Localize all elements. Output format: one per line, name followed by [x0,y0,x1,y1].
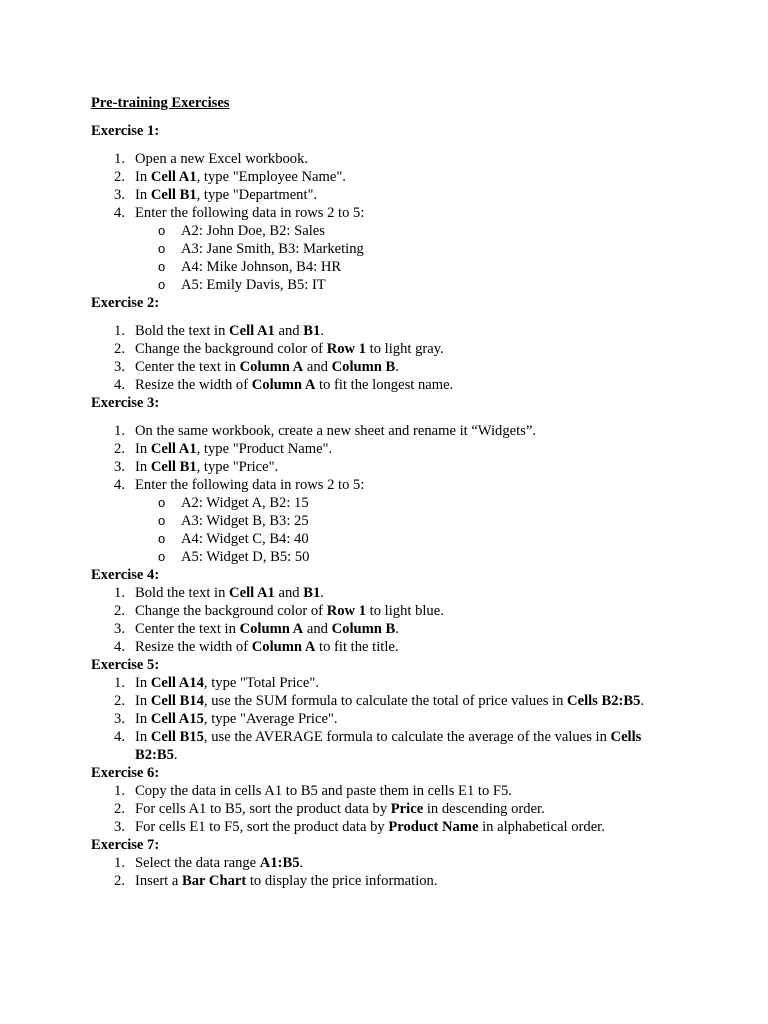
text-segment: , type "Department". [196,187,318,203]
step-text [135,169,346,185]
list-item [91,168,671,186]
text-segment: , type "Employee Name". [196,169,346,185]
bold-term: Cell A1 [229,585,275,601]
text-segment: Change the background color of [135,603,327,619]
bold-term: Cell A1 [229,323,275,339]
sub-list-item [91,548,671,566]
bullet-icon: o [158,531,166,546]
step-number: 4. [114,729,125,745]
sub-item-text: A5: Widget D, B5: 50 [181,549,310,565]
text-segment: In [135,441,151,457]
sub-item-text: A2: Widget A, B2: 15 [181,495,309,511]
text-segment: , use the SUM formula to calculate the total of price values in [203,693,568,709]
step-number: 1. [114,423,125,439]
text-segment: Enter the following data in rows 2 to 5: [135,205,365,221]
bullet-icon: o [158,241,166,256]
step-text [135,341,444,357]
step-text [135,801,545,817]
bold-term: Price [390,801,424,817]
step-number: 2. [114,441,125,457]
exercise-section [91,836,671,890]
step-text [135,693,644,709]
list-item [91,872,671,890]
text-segment: . [640,693,645,709]
bold-term: Column A [239,621,304,637]
list-item [91,854,671,872]
exercise-heading: Exercise 2: [91,295,160,311]
list-item [91,638,671,656]
text-segment: Bold the text in [135,323,230,339]
exercise-section [91,394,671,566]
text-segment: , use the AVERAGE formula to calculate the average of the values in [203,729,611,745]
text-segment: In [135,459,151,475]
bold-term: Column B [331,621,396,637]
sub-item-text: A4: Widget C, B4: 40 [181,531,309,547]
step-text [135,855,303,871]
step-number: 2. [114,603,125,619]
sub-list-item [91,494,671,512]
text-segment: to fit the longest name. [315,377,454,393]
text-segment: . [320,323,324,339]
text-segment: . [395,359,399,375]
bold-term: Column A [251,377,316,393]
bold-term: Cell A14 [150,675,204,691]
step-text [135,783,512,799]
text-segment: Change the background color of [135,341,327,357]
step-text [135,603,444,619]
sub-list-item [91,530,671,548]
text-segment: Copy the data in cells A1 to B5 and paste them in cells E1 to F5. [135,783,512,799]
exercise-section [91,566,671,656]
step-number: 3. [114,711,125,727]
sub-list-item [91,240,671,258]
step-number: 1. [114,855,125,871]
step-number: 2. [114,801,125,817]
list-item [91,422,671,440]
bold-term: Row 1 [326,341,367,357]
bold-term: Cell B1 [150,459,197,475]
bold-term: Cells B2:B5 [135,729,642,763]
sub-item-text: A3: Widget B, B3: 25 [181,513,309,529]
list-item [91,602,671,620]
bold-term: Cell A1 [150,441,197,457]
bold-term: Column A [239,359,304,375]
step-text [135,621,399,637]
text-segment: For cells A1 to B5, sort the product data by [135,801,391,817]
step-number: 3. [114,187,125,203]
exercise-list [91,122,671,890]
text-segment: For cells E1 to F5, sort the product data by [135,819,389,835]
step-number: 1. [114,675,125,691]
step-text [135,359,399,375]
text-segment: , type "Total Price". [203,675,319,691]
text-segment: Bold the text in [135,585,230,601]
text-segment: Resize the width of [135,639,252,655]
step-number: 1. [114,323,125,339]
list-item [91,476,671,566]
sub-item-text: A4: Mike Johnson, B4: HR [181,259,342,275]
exercise-heading: Exercise 4: [91,567,160,583]
bold-term: Cell A15 [150,711,204,727]
bold-term: B1 [303,323,321,339]
list-item [91,376,671,394]
step-number: 3. [114,621,125,637]
bullet-icon: o [158,549,166,564]
text-segment: and [274,585,304,601]
sub-list-item [91,258,671,276]
step-list [91,854,671,890]
exercise-heading: Exercise 1: [91,123,160,139]
text-segment: in alphabetical order. [478,819,605,835]
text-segment: and [303,359,332,375]
bold-term: Cell B14 [150,693,204,709]
sub-item-text: A3: Jane Smith, B3: Marketing [181,241,364,257]
sub-list [135,222,671,294]
step-number: 2. [114,341,125,357]
step-text [135,873,438,889]
text-segment: and [274,323,304,339]
step-number: 1. [114,151,125,167]
step-text [135,423,536,439]
text-segment: Insert a [135,873,183,889]
bold-term: A1:B5 [259,855,300,871]
text-segment: Select the data range [135,855,260,871]
text-segment: , type "Price". [196,459,279,475]
list-item [91,818,671,836]
exercise-heading: Exercise 6: [91,765,160,781]
text-segment: Resize the width of [135,377,252,393]
text-segment: Enter the following data in rows 2 to 5: [135,477,365,493]
step-text [135,639,399,655]
text-segment: In [135,169,151,185]
list-item [91,674,671,692]
text-segment: On the same workbook, create a new sheet and rename it “Widgets”. [135,423,536,439]
text-segment: and [303,621,332,637]
step-text [135,675,319,691]
list-item [91,150,671,168]
sub-list [135,494,671,566]
bold-term: Column B [331,359,396,375]
bullet-icon: o [158,223,166,238]
exercise-section [91,294,671,394]
bold-term: Cell A1 [150,169,197,185]
step-text [135,459,278,475]
text-segment: Center the text in [135,621,240,637]
step-text [135,729,641,763]
exercise-section [91,122,671,294]
text-segment: In [135,711,151,727]
step-text [135,151,308,167]
exercise-heading: Exercise 5: [91,657,160,673]
bullet-icon: o [158,277,166,292]
document-body [91,94,671,890]
step-list [91,150,671,294]
bold-term: Bar Chart [182,873,247,889]
step-list [91,322,671,394]
step-number: 4. [114,377,125,393]
step-number: 4. [114,205,125,221]
sub-list-item [91,222,671,240]
exercise-heading: Exercise 7: [91,837,160,853]
list-item [91,186,671,204]
step-number: 2. [114,693,125,709]
sub-item-text: A2: John Doe, B2: Sales [181,223,325,239]
bullet-icon: o [158,495,166,510]
step-number: 3. [114,819,125,835]
list-item [91,620,671,638]
list-item [91,358,671,376]
list-item [91,204,671,294]
step-number: 4. [114,477,125,493]
step-list [91,782,671,836]
list-item [91,458,671,476]
page-title: Pre-training Exercises [91,95,230,111]
step-number: 1. [114,585,125,601]
text-segment: Center the text in [135,359,240,375]
step-text [135,819,605,835]
text-segment: . [395,621,399,637]
step-number: 3. [114,459,125,475]
text-segment: In [135,729,151,745]
step-text [135,377,453,393]
list-item [91,728,671,764]
step-text [135,205,364,221]
text-segment: In [135,693,151,709]
list-item [91,800,671,818]
step-list [91,422,671,566]
text-segment: . [173,747,178,763]
exercise-heading: Exercise 3: [91,395,160,411]
text-segment: to light blue. [366,603,444,619]
bold-term: Product Name [388,819,479,835]
bold-term: Row 1 [326,603,367,619]
sub-list-item [91,276,671,294]
text-segment: . [299,855,304,871]
bold-term: Cell B1 [150,187,197,203]
bold-term: Cell B15 [150,729,204,745]
bold-term: Cells B2:B5 [567,693,641,709]
bold-term: B1 [303,585,321,601]
bullet-icon: o [158,259,166,274]
list-item [91,340,671,358]
step-text [135,323,324,339]
text-segment: , type "Product Name". [196,441,333,457]
text-segment: . [320,585,324,601]
text-segment: to fit the title. [315,639,399,655]
exercise-section [91,764,671,836]
step-number: 2. [114,169,125,185]
bold-term: Column A [251,639,316,655]
sub-list-item [91,512,671,530]
step-text [135,187,317,203]
exercise-section [91,656,671,764]
step-list [91,584,671,656]
list-item [91,692,671,710]
text-segment: to display the price information. [246,873,438,889]
text-segment: In [135,675,151,691]
step-number: 1. [114,783,125,799]
step-text [135,477,364,493]
list-item [91,440,671,458]
step-text [135,585,324,601]
text-segment: Open a new Excel workbook. [135,151,309,167]
sub-item-text: A5: Emily Davis, B5: IT [181,277,326,293]
text-segment: , type "Average Price". [203,711,338,727]
text-segment: in descending order. [423,801,545,817]
step-number: 3. [114,359,125,375]
step-number: 4. [114,639,125,655]
text-segment: In [135,187,151,203]
list-item [91,710,671,728]
step-number: 2. [114,873,125,889]
bullet-icon: o [158,513,166,528]
list-item [91,782,671,800]
step-text [135,711,338,727]
step-text [135,441,332,457]
step-list [91,674,671,764]
list-item [91,584,671,602]
text-segment: to light gray. [366,341,444,357]
list-item [91,322,671,340]
